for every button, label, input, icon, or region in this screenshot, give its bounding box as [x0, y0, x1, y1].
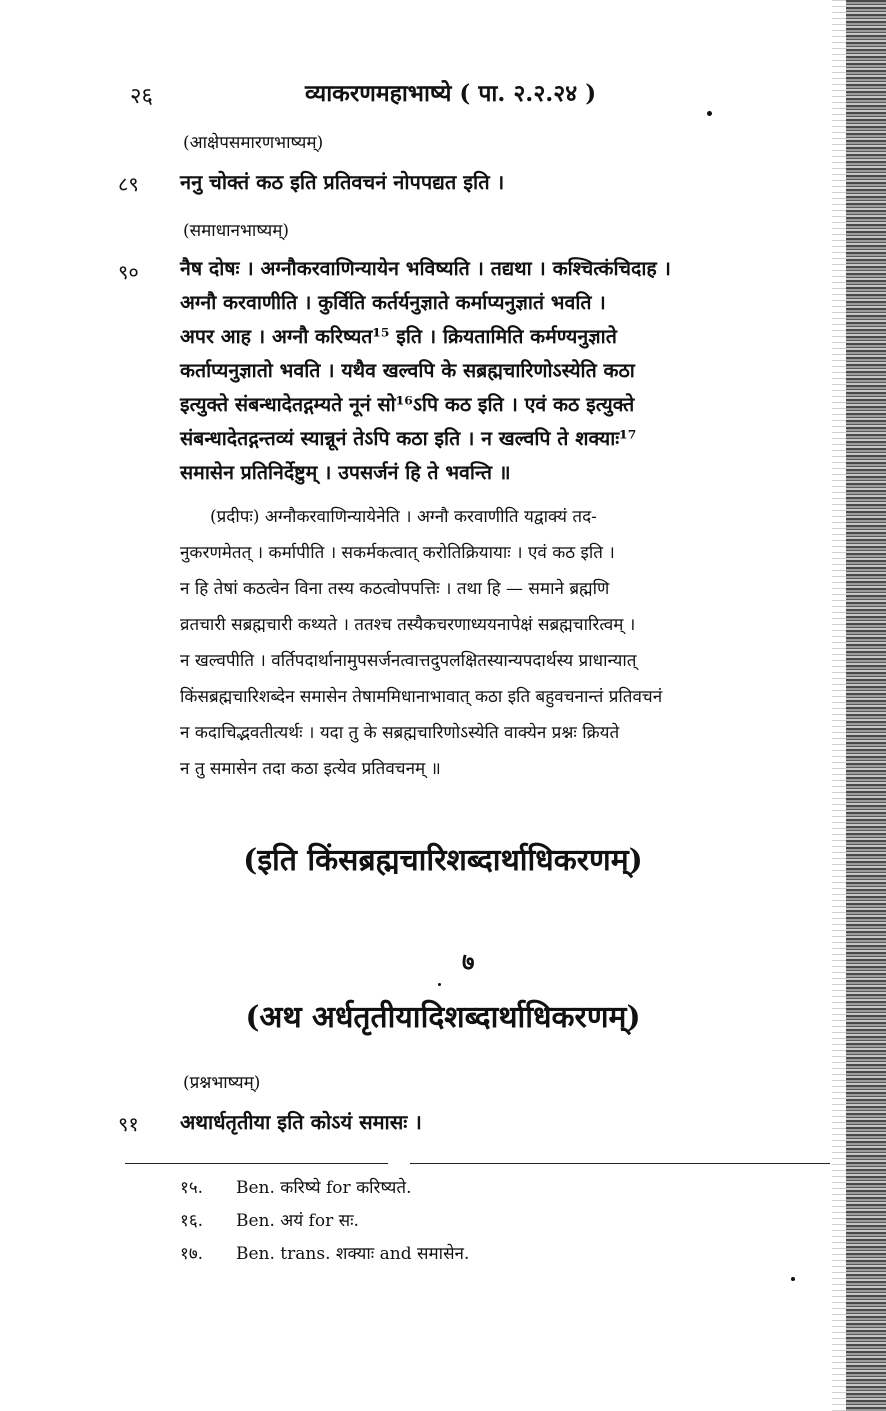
running-title: व्याकरणमहाभाष्ये ( पा. २.२.२४ ): [305, 80, 597, 107]
text-line: अग्नौ करवाणीति । कुर्विति कर्तर्यनुज्ञाते कर्माप्यनुज्ञातं भवति ।: [180, 291, 606, 314]
ink-speck: [707, 111, 712, 116]
footnote-number: १७.: [180, 1244, 204, 1264]
pradipa-commentary: [180, 499, 662, 787]
text-line: न तु समासेन तदा कठा इत्येव प्रतिवचनम् ॥: [180, 759, 441, 779]
opening-heading: (अथ अर्धतृतीयादिशब्दार्थाधिकरणम्): [245, 1000, 641, 1035]
text-line: न कदाचिद्भवतीत्यर्थः । यदा तु के सब्रह्मचारिणोऽस्येति वाक्येन प्रश्नः क्रियते: [180, 723, 620, 743]
footnote-number: १५.: [180, 1178, 204, 1198]
footnote: [180, 1241, 469, 1264]
text-line: न खल्वपीति । वर्तिपदार्थानामुपसर्जनत्वात्तदुपलक्षितस्यान्यपदार्थस्य प्राधान्यात्: [180, 651, 637, 671]
text-line: नुकरणमेतत् । कर्मापीति । सकर्मकत्वात् करोतिक्रियायाः । एवं कठ इति ।: [180, 543, 615, 563]
ink-speck: [438, 983, 441, 986]
footnote: [180, 1208, 359, 1231]
text-line: इत्युक्ते संबन्धादेतद्गम्यते नूनं सो¹⁶ऽपि कठ इति । एवं कठ इत्युक्ते: [180, 393, 635, 416]
footnote-text: Ben. अयं for सः.: [236, 1211, 359, 1231]
page-edge-shadow: [832, 0, 846, 1411]
footnote-text: Ben. trans. शक्याः and समासेन.: [236, 1244, 470, 1264]
footnote-number: १६.: [180, 1211, 204, 1231]
bhashya-text: ननु चोक्तं कठ इति प्रतिवचनं नोपपद्यत इति ।: [180, 170, 505, 194]
bhashya-text: अथार्धतृतीया इति कोऽयं समासः ।: [180, 1110, 422, 1134]
text-line: नैष दोषः । अग्नौकरवाणिन्यायेन भविष्यति । तद्यथा । कश्चित्कंचिदाह ।: [180, 257, 671, 280]
text-line: किंसब्रह्मचारिशब्देन समासेन तेषाममिधानाभावात् कठा इति बहुवचनान्तं प्रतिवचनं: [180, 687, 663, 707]
closing-heading: (इति किंसब्रह्मचारिशब्दार्थाधिकरणम्): [243, 843, 643, 878]
text-line: न हि तेषां कठत्वेन विना तस्य कठत्वोपपत्तिः । तथा हि — समाने ब्रह्मणि: [180, 579, 610, 599]
paragraph-number: ८९: [118, 172, 139, 196]
section-label: (समाधानभाष्यम्): [183, 221, 290, 241]
section-label: (प्रश्नभाष्यम्): [183, 1073, 261, 1093]
section-label: (आक्षेपसमारणभाष्यम्): [183, 133, 324, 153]
paragraph-number: ९१: [118, 1112, 139, 1136]
footnote-rule: [125, 1163, 388, 1164]
footnote-rule: [410, 1163, 830, 1164]
scan-binding-edge: [846, 0, 886, 1411]
bhashya-block: [180, 252, 671, 490]
text-line: समासेन प्रतिनिर्देष्टुम् । उपसर्जनं हि ते भवन्ति ॥: [180, 461, 511, 484]
section-number: ७: [462, 947, 475, 976]
text-line: व्रतचारी सब्रह्मचारी कथ्यते । ततश्च तस्यैकचरणाध्ययनापेक्षं सब्रह्मचारित्वम् ।: [180, 615, 636, 635]
page-number: २६: [130, 84, 153, 109]
footnote-text: Ben. करिष्ये for करिष्यते.: [236, 1178, 412, 1198]
text-line: संबन्धादेतद्गन्तव्यं स्यान्नूनं तेऽपि कठा इति । न खल्वपि ते शक्याः¹⁷: [180, 427, 637, 450]
footnote: [180, 1175, 411, 1198]
text-line: अपर आह । अग्नौ करिष्यत¹⁵ इति । क्रियतामिति कर्मण्यनुज्ञाते: [180, 325, 617, 348]
ink-speck: [791, 1277, 795, 1281]
text-line: (प्रदीपः) अग्नौकरवाणिन्यायेनेति । अग्नौ करवाणीति यद्वाक्यं तद-: [210, 507, 597, 527]
paragraph-number: ९०: [118, 260, 139, 284]
text-line: कर्ताप्यनुज्ञातो भवति । यथैव खल्वपि के सब्रह्मचारिणोऽस्येति कठा: [180, 359, 635, 382]
